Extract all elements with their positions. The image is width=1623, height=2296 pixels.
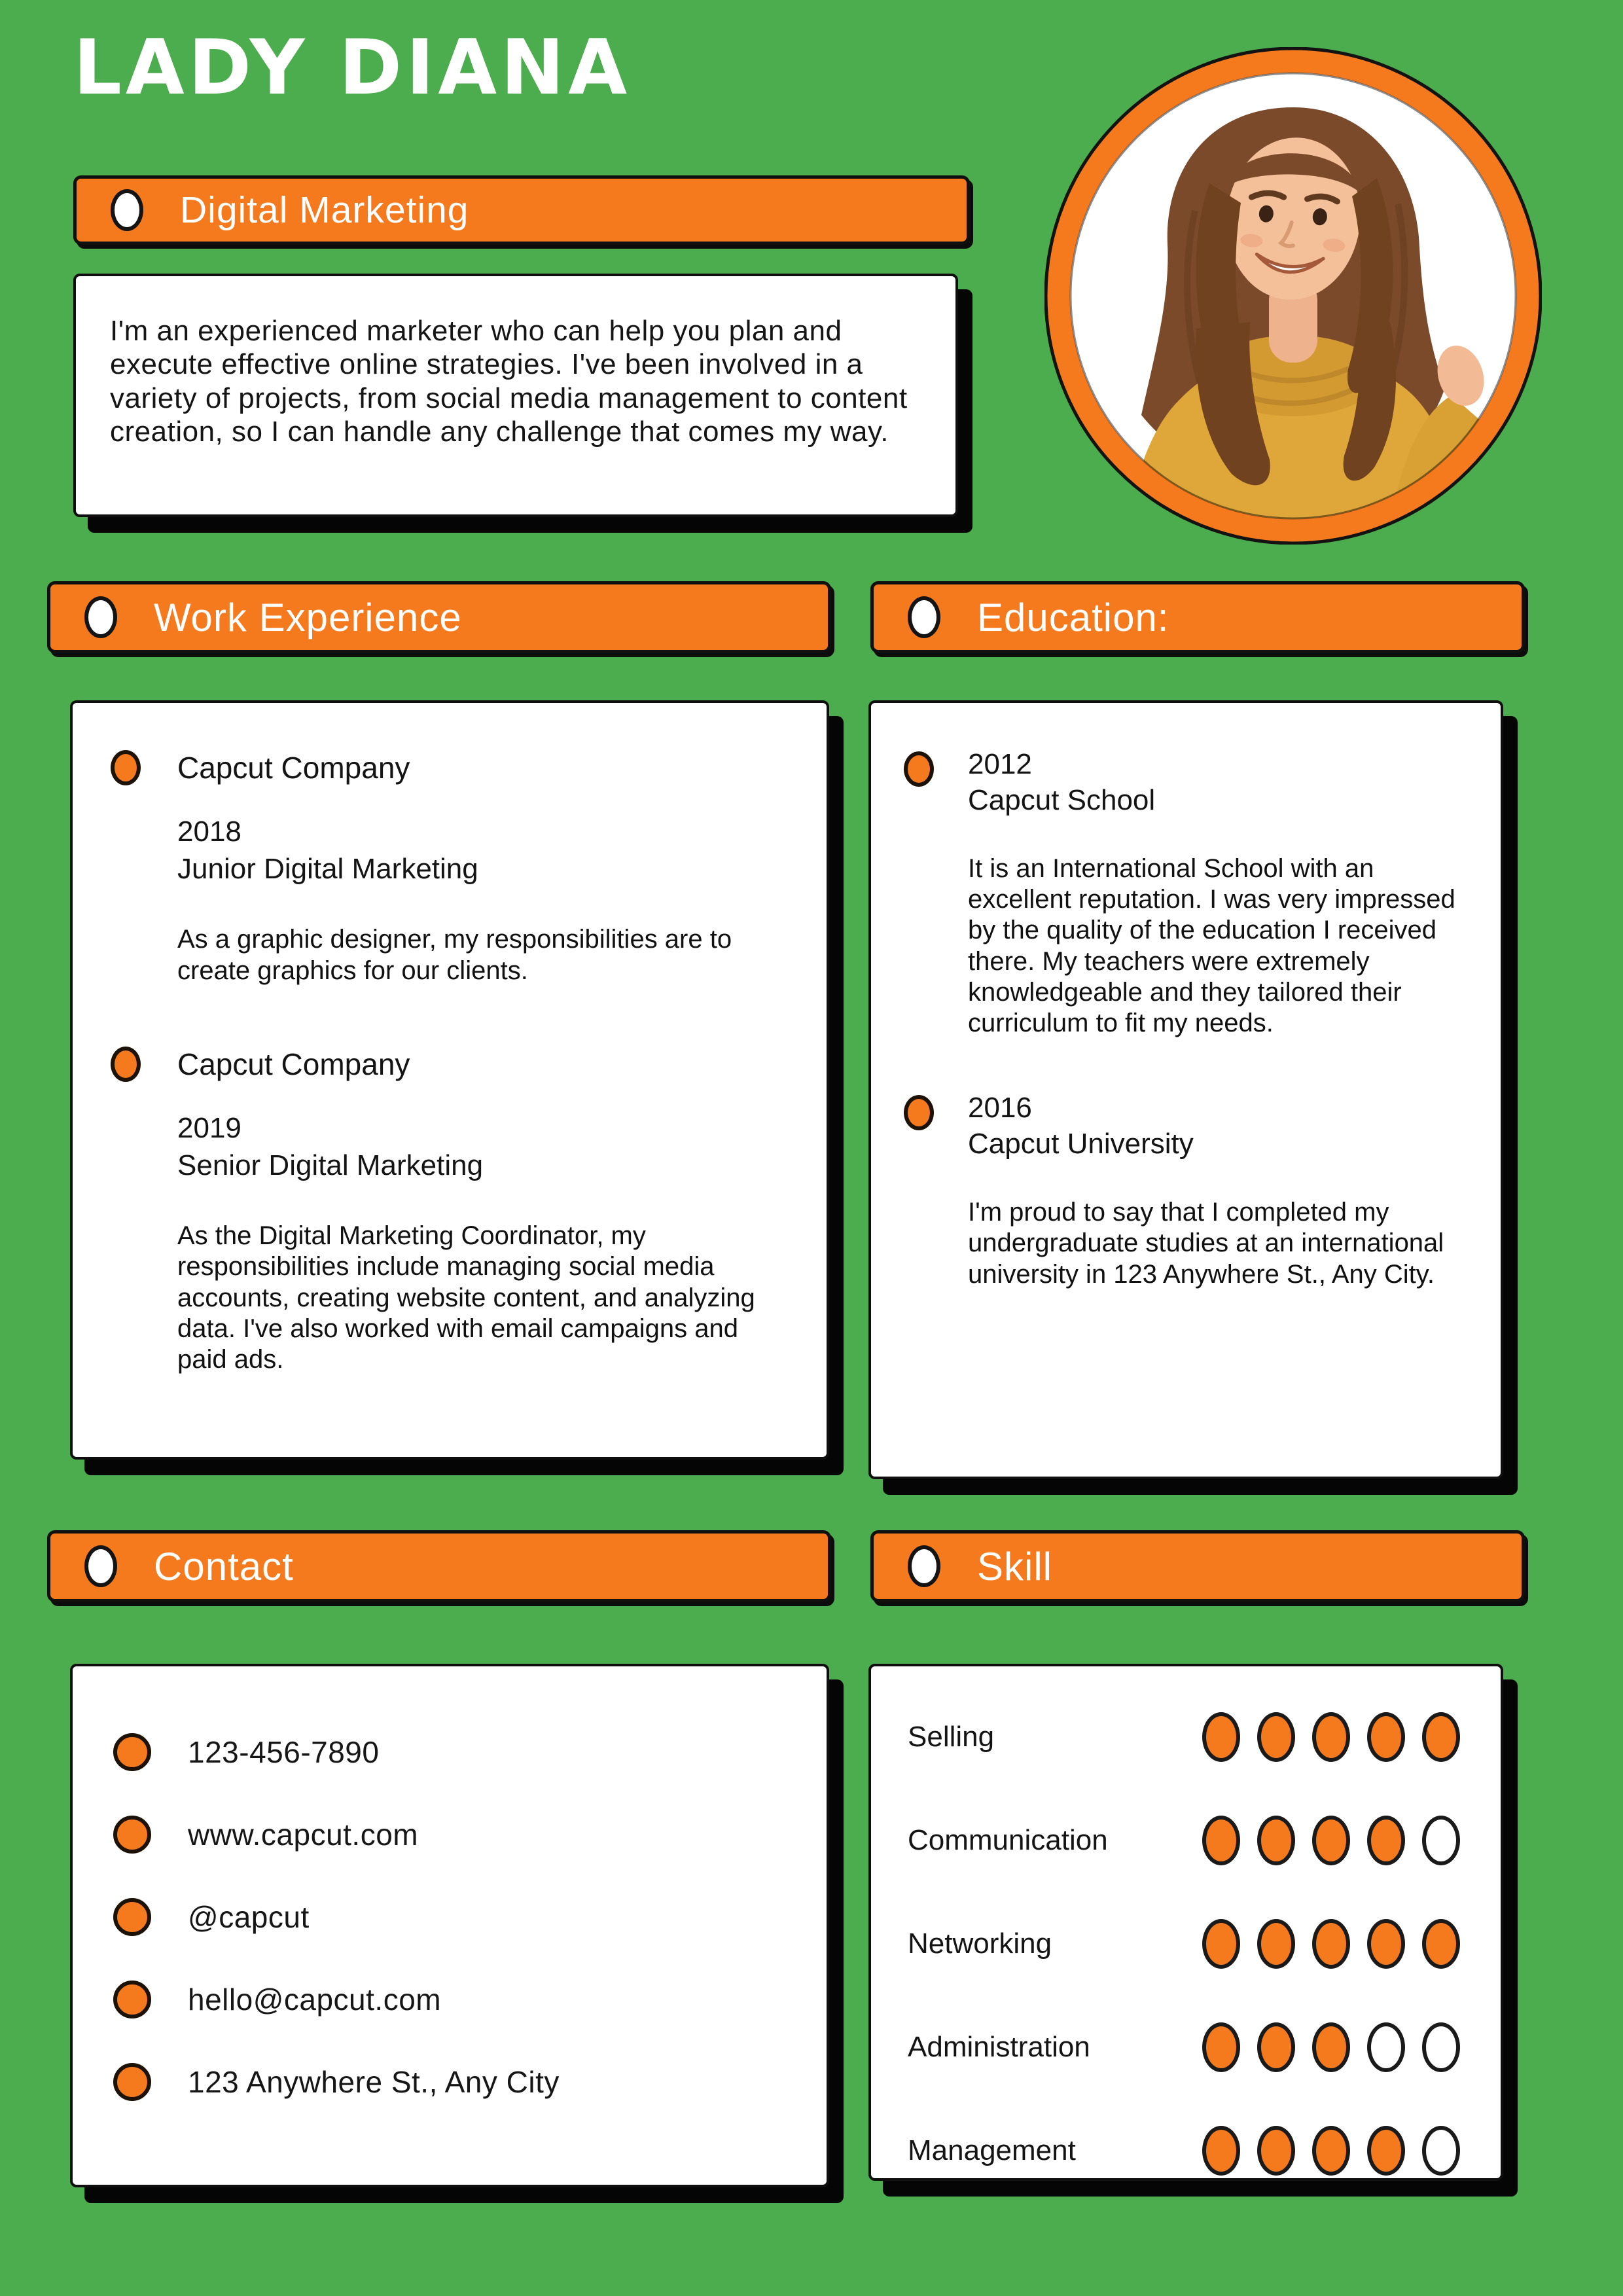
education-entry <box>904 1090 1463 1290</box>
skill-label: Selling <box>908 1721 995 1753</box>
phone-icon <box>113 1733 151 1771</box>
page-title: LADY DIANA <box>73 24 632 112</box>
section-header-work <box>47 581 831 653</box>
skill-dot-filled <box>1422 1712 1460 1762</box>
education-box <box>868 700 1503 1479</box>
education-entry <box>904 746 1463 1039</box>
orange-bullet-icon <box>904 1095 934 1130</box>
skill-dot-filled <box>1202 2126 1240 2176</box>
skill-row <box>908 1916 1460 1971</box>
website-icon <box>113 1816 151 1854</box>
profile-photo <box>1044 47 1542 545</box>
skill-box <box>868 1664 1503 2181</box>
address-icon <box>113 2063 151 2101</box>
work-entry <box>111 1047 784 1375</box>
section-header-education <box>870 581 1525 653</box>
contact-label: www.capcut.com <box>188 1818 419 1852</box>
skill-dot-filled <box>1312 1919 1350 1969</box>
skill-rating <box>1185 2022 1460 2072</box>
skill-row <box>908 1710 1460 1765</box>
skill-rating <box>1185 2126 1460 2176</box>
section-header-skill <box>870 1530 1525 1602</box>
contact-box <box>70 1664 829 2187</box>
skill-dot-filled <box>1257 1816 1295 1865</box>
circle-bullet-icon <box>84 596 117 638</box>
role-banner <box>73 175 970 245</box>
contact-item-social <box>113 1898 787 1936</box>
company-name: Capcut Company <box>177 1047 410 1081</box>
skill-label: Networking <box>908 1928 1052 1960</box>
contact-label: hello@capcut.com <box>188 1982 442 2017</box>
circle-bullet-icon <box>111 189 143 231</box>
skill-label: Communication <box>908 1824 1108 1856</box>
skill-row <box>908 2020 1460 2075</box>
circle-bullet-icon <box>908 1545 940 1587</box>
skill-dot-filled <box>1257 2126 1295 2176</box>
skill-rating <box>1185 1919 1460 1969</box>
contact-item-address <box>113 2063 787 2101</box>
work-entry-header <box>111 1047 784 1082</box>
orange-bullet-icon <box>111 750 141 785</box>
orange-bullet-icon <box>111 1047 141 1082</box>
skill-dot-filled <box>1367 1816 1405 1865</box>
orange-bullet-icon <box>904 751 934 787</box>
skill-rating <box>1185 1712 1460 1762</box>
skill-dot-filled <box>1202 1816 1240 1865</box>
skill-dot-filled <box>1312 2022 1350 2072</box>
skill-dot-filled <box>1367 1712 1405 1762</box>
skill-dot-empty <box>1422 2022 1460 2072</box>
school-name: Capcut School <box>968 784 1156 816</box>
education-entry-meta <box>968 1090 1194 1162</box>
role-label: Digital Marketing <box>180 189 469 231</box>
contact-item-phone <box>113 1733 787 1771</box>
skill-dot-filled <box>1202 2022 1240 2072</box>
education-entry-meta <box>968 746 1155 818</box>
skill-dot-filled <box>1312 2126 1350 2176</box>
work-role: Senior Digital Marketing <box>177 1149 484 1181</box>
skill-dot-filled <box>1202 1712 1240 1762</box>
skill-dot-filled <box>1202 1919 1240 1969</box>
work-description: As a graphic designer, my responsibilities are to create graphics for our clients. <box>177 925 732 985</box>
skill-dot-filled <box>1367 1919 1405 1969</box>
skill-dot-filled <box>1312 1816 1350 1865</box>
work-year: 2018 <box>177 816 241 848</box>
work-year: 2019 <box>177 1111 241 1144</box>
work-description: As the Digital Marketing Coordinator, my responsibilities include managing social media accounts, creating website content, and analyzing data. I've also worked with email campaigns and paid ads. <box>177 1221 755 1374</box>
skill-dot-empty <box>1422 1816 1460 1865</box>
portrait-illustration <box>1044 47 1542 545</box>
education-description: I'm proud to say that I completed my undergraduate studies at an international university in 123 Anywhere St., Any City. <box>968 1198 1444 1289</box>
skill-dot-filled <box>1422 1919 1460 1969</box>
skill-label: Management <box>908 2134 1076 2166</box>
contact-item-email <box>113 1981 787 2018</box>
contact-section-title: Contact <box>154 1544 294 1588</box>
skill-label: Administration <box>908 2031 1090 2063</box>
about-box <box>73 274 958 517</box>
skill-rating <box>1185 1816 1460 1865</box>
company-name: Capcut Company <box>177 751 410 785</box>
skill-dot-filled <box>1257 1712 1295 1762</box>
contact-label: 123 Anywhere St., Any City <box>188 2065 560 2099</box>
school-name: Capcut University <box>968 1128 1194 1160</box>
about-text: I'm an experienced marketer who can help you plan and execute effective online strategies. I've been involved in a variety of projects, from social media management to content creation, so I can handle any challenge that comes my way. <box>110 315 908 448</box>
social-handle-icon <box>113 1898 151 1936</box>
skill-dot-empty <box>1367 2022 1405 2072</box>
work-entry <box>111 750 784 986</box>
education-entry-header <box>904 746 1463 818</box>
email-icon <box>113 1981 151 2018</box>
contact-label: @capcut <box>188 1900 310 1934</box>
section-header-contact <box>47 1530 831 1602</box>
work-role: Junior Digital Marketing <box>177 853 478 886</box>
skill-dot-filled <box>1312 1712 1350 1762</box>
education-year: 2012 <box>968 748 1032 780</box>
education-entry-header <box>904 1090 1463 1162</box>
skill-dot-filled <box>1257 1919 1295 1969</box>
circle-bullet-icon <box>84 1545 117 1587</box>
work-entry-meta <box>177 813 784 888</box>
education-description: It is an International School with an excellent reputation. I was very impressed by the quality of the education I received there. My teachers were extremely knowledgeable and they tailored their curriculum to fit my needs. <box>968 854 1455 1037</box>
contact-label: 123-456-7890 <box>188 1735 380 1769</box>
work-section-title: Work Experience <box>154 595 462 639</box>
skill-dot-empty <box>1422 2126 1460 2176</box>
work-entry-header <box>111 750 784 785</box>
skill-row <box>908 1813 1460 1868</box>
skill-row <box>908 2123 1460 2178</box>
skill-dot-filled <box>1257 2022 1295 2072</box>
skill-dot-filled <box>1367 2126 1405 2176</box>
work-entry-meta <box>177 1109 784 1184</box>
skill-section-title: Skill <box>977 1544 1053 1588</box>
contact-item-website <box>113 1816 787 1854</box>
circle-bullet-icon <box>908 596 940 638</box>
education-section-title: Education: <box>977 595 1169 639</box>
work-experience-box <box>70 700 829 1460</box>
education-year: 2016 <box>968 1092 1032 1124</box>
